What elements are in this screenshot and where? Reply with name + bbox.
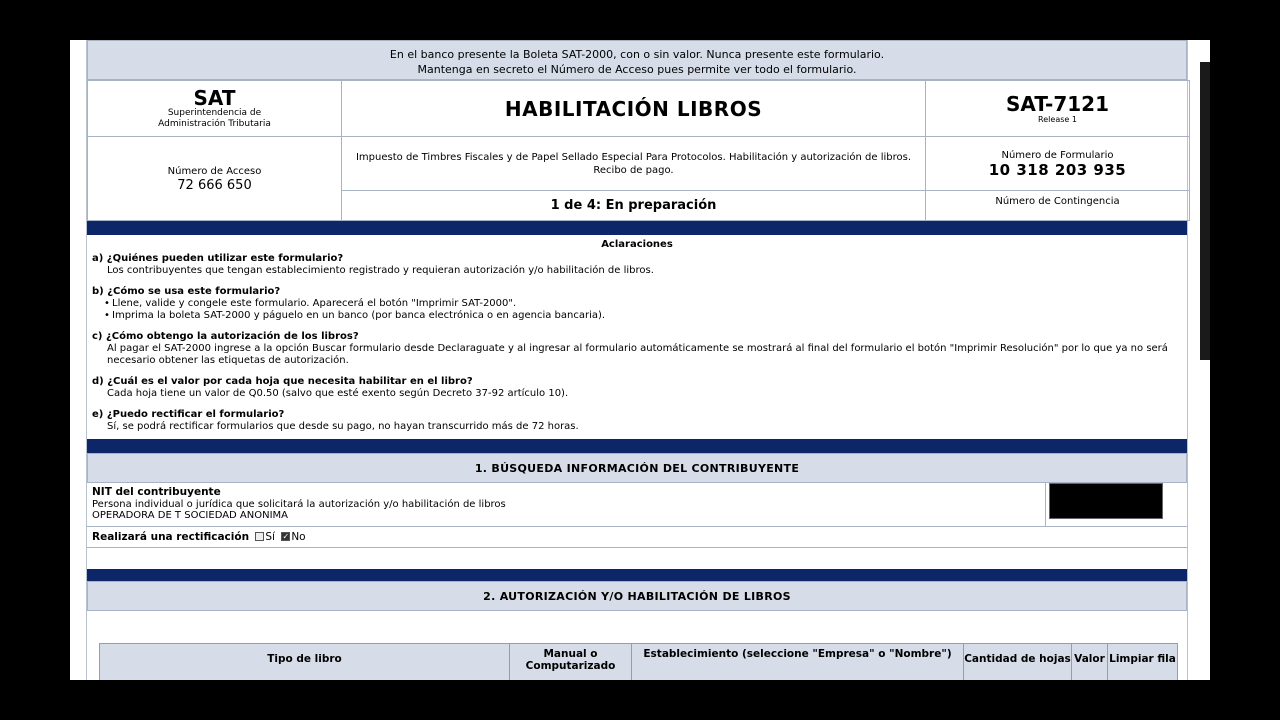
nit-title: NIT del contribuyente bbox=[92, 486, 221, 498]
books-table bbox=[99, 643, 1178, 680]
rectification-no-label: No bbox=[291, 531, 306, 543]
rectification-no-checkbox[interactable]: ✓ bbox=[282, 531, 290, 541]
question-e: e) ¿Puedo rectificar el formulario? bbox=[92, 409, 285, 420]
access-number-label: Número de Acceso bbox=[167, 165, 262, 177]
col-header-sheet-count: Cantidad de hojas bbox=[964, 644, 1072, 681]
clarification-e bbox=[92, 409, 1182, 433]
rectification-yes-checkbox[interactable] bbox=[255, 532, 264, 541]
bank-notice bbox=[87, 40, 1187, 80]
form-status: 1 de 4: En preparación bbox=[550, 198, 717, 213]
nit-description: Persona individual o jurídica que solicitará la autorización y/o habilitación de libros bbox=[92, 498, 506, 510]
nit-input-redacted[interactable] bbox=[1049, 483, 1163, 519]
form-description-1: Impuesto de Timbres Fiscales y de Papel Sellado Especial Para Protocolos. Habilitación y autorización de libros. bbox=[355, 151, 911, 163]
org-name: SAT bbox=[193, 85, 236, 110]
org-subtitle-2: Administración Tributaria bbox=[158, 118, 271, 129]
spacer-row bbox=[87, 547, 1187, 569]
sat-logo-cell bbox=[88, 81, 342, 137]
section-1-heading: 1. BÚSQUEDA INFORMACIÓN DEL CONTRIBUYENTE bbox=[87, 453, 1187, 483]
nit-divider bbox=[1045, 483, 1046, 527]
section-2-heading: 2. AUTORIZACIÓN Y/O HABILITACIÓN DE LIBROS bbox=[87, 581, 1187, 611]
form-viewport[interactable] bbox=[70, 40, 1210, 680]
rectification-row bbox=[87, 527, 1187, 547]
answer-d: Cada hoja tiene un valor de Q0.50 (salvo que esté exento según Decreto 37-92 artículo 10). bbox=[107, 388, 569, 399]
clarifications bbox=[87, 235, 1187, 439]
status-cell bbox=[342, 191, 926, 221]
answer-a: Los contribuyentes que tengan establecimiento registrado y requieran autorización y/o habilitación de libros. bbox=[107, 265, 654, 276]
contingency-label: Número de Contingencia bbox=[995, 196, 1120, 207]
form-description-2: Recibo de pago. bbox=[593, 164, 674, 176]
notice-line-2: Mantenga en secreto el Número de Acceso pues permite ver todo el formulario. bbox=[417, 63, 857, 76]
form-code: SAT-7121 bbox=[1006, 92, 1109, 116]
col-header-book-type: Tipo de libro bbox=[100, 644, 510, 681]
question-c: c) ¿Cómo obtengo la autorización de los libros? bbox=[92, 331, 359, 342]
section-2-spacer bbox=[87, 611, 1187, 643]
clarification-d bbox=[92, 376, 1182, 400]
form-code-cell bbox=[926, 81, 1190, 137]
col-header-establishment: Establecimiento (seleccione "Empresa" o "Nombre") bbox=[632, 644, 964, 681]
question-d: d) ¿Cuál es el valor por cada hoja que necesita habilitar en el libro? bbox=[92, 376, 473, 387]
form-number-value: 10 318 203 935 bbox=[988, 160, 1127, 179]
contingency-cell bbox=[926, 191, 1190, 221]
clarification-c bbox=[92, 331, 1182, 367]
notice-line-1: En el banco presente la Boleta SAT-2000, con o sin valor. Nunca presente este formulario. bbox=[389, 48, 885, 61]
form-header bbox=[87, 80, 1190, 221]
form-number-cell bbox=[926, 137, 1190, 191]
rectification-label: Realizará una rectificación bbox=[92, 531, 250, 543]
clarifications-title: Aclaraciones bbox=[601, 239, 673, 250]
question-b: b) ¿Cómo se usa este formulario? bbox=[92, 286, 281, 297]
answer-e: Sí, se podrá rectificar formularios que desde su pago, no hayan transcurrido más de 72 horas. bbox=[107, 421, 579, 432]
section-divider bbox=[87, 439, 1187, 453]
col-header-value: Valor bbox=[1072, 644, 1108, 681]
col-header-clear-row: Limpiar fila bbox=[1108, 644, 1178, 681]
section-divider bbox=[87, 569, 1187, 581]
form-sheet bbox=[86, 40, 1188, 680]
clarification-b bbox=[92, 286, 1182, 322]
taxpayer-name: OPERADORA DE T SOCIEDAD ANONIMA bbox=[92, 510, 289, 521]
nit-row bbox=[87, 483, 1187, 527]
access-number-value: 72 666 650 bbox=[177, 177, 252, 193]
question-a: a) ¿Quiénes pueden utilizar este formulario? bbox=[92, 253, 344, 264]
col-header-manual-computerized: Manual o Computarizado bbox=[510, 644, 632, 681]
answer-b-2: • Imprima la boleta SAT-2000 y páguelo en un banco (por banca electrónica o en agencia bancaria). bbox=[92, 310, 1182, 322]
section-divider bbox=[87, 221, 1187, 235]
clarification-a bbox=[92, 253, 1182, 277]
form-title: HABILITACIÓN LIBROS bbox=[504, 96, 763, 121]
release-label: Release 1 bbox=[1038, 115, 1077, 124]
answer-c-2: necesario obtener las etiquetas de autorización. bbox=[107, 355, 349, 366]
org-subtitle-1: Superintendencia de bbox=[167, 107, 262, 118]
form-description-cell bbox=[342, 137, 926, 191]
answer-b-1: • Llene, valide y congele este formulario. Aparecerá el botón "Imprimir SAT-2000". bbox=[92, 298, 1182, 310]
rectification-yes-label: Sí bbox=[265, 531, 275, 543]
answer-c-1: Al pagar el SAT-2000 ingrese a la opción Buscar formulario desde Declaraguate y al ingresar al formulario automáticamente se mostrará al final del formulario el botón "Imprimir Resolución" por lo que ya no será bbox=[107, 343, 1168, 354]
scrollbar[interactable] bbox=[1200, 62, 1210, 360]
access-number-cell bbox=[88, 137, 342, 221]
form-title-cell bbox=[342, 81, 926, 137]
form-number-label: Número de Formulario bbox=[1001, 149, 1114, 161]
